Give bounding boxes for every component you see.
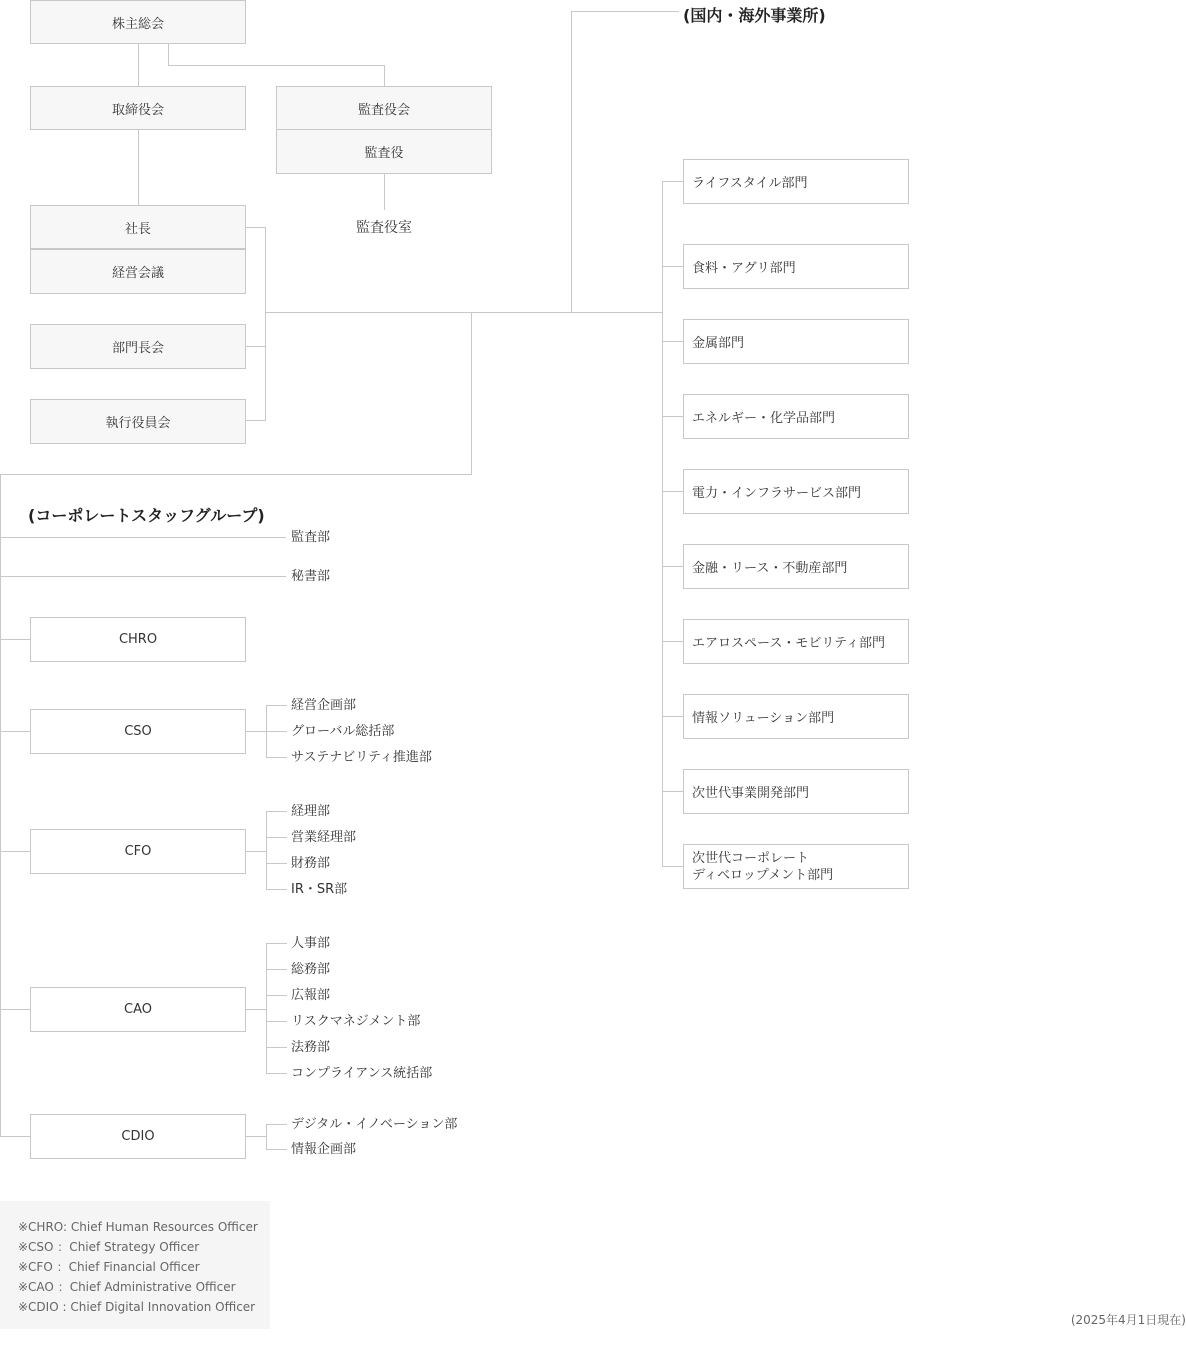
dept-label: 経営企画部 — [291, 698, 357, 713]
division-box — [683, 694, 909, 739]
division-label: 電力・インフラサービス部門 — [692, 486, 862, 501]
auditor-office-label: 監査役室 — [356, 220, 412, 236]
executive-officers-box — [30, 399, 246, 444]
division-label: 金融・リース・不動産部門 — [692, 561, 848, 576]
board-box — [30, 86, 246, 130]
as-of-date: (2025年4月1日現在) — [1070, 1313, 1186, 1327]
division-box — [683, 244, 909, 289]
officer-box-chro — [30, 617, 246, 662]
note-line: ※CAO ：Chief Administrative Officer — [18, 1280, 236, 1294]
division-label: ライフスタイル部門 — [692, 176, 808, 191]
audit-dept-label: 監査部 — [291, 530, 331, 545]
dept-label: 営業経理部 — [291, 830, 357, 845]
officer-box-cdio — [30, 1114, 246, 1159]
auditor-label: 監査役 — [364, 146, 404, 161]
note-line: ※CSO ：Chief Strategy Officer — [18, 1240, 200, 1254]
secretariat-label: 秘書部 — [291, 569, 331, 584]
division-label-line2: ディベロップメント部門 — [692, 867, 834, 883]
division-box — [683, 844, 909, 889]
officer-label: CAO — [124, 1002, 152, 1017]
staff-heading: (コーポレートスタッフグループ) — [28, 506, 265, 525]
president-label: 社長 — [124, 221, 151, 237]
dept-label: コンプライアンス統括部 — [291, 1066, 433, 1081]
dept-label: 法務部 — [291, 1040, 331, 1055]
dept-label: 情報企画部 — [291, 1142, 357, 1157]
division-label: エネルギー・化学品部門 — [692, 411, 836, 426]
division-box — [683, 159, 909, 204]
division-box — [683, 319, 909, 364]
dept-label: 総務部 — [291, 962, 331, 977]
division-box — [683, 394, 909, 439]
officer-label: CDIO — [121, 1129, 155, 1144]
division-label: 次世代コーポレート — [692, 850, 810, 866]
officer-label: CHRO — [118, 632, 158, 647]
division-box — [683, 544, 909, 589]
abbreviation-notes — [0, 1201, 270, 1329]
shareholders-label: 株主総会 — [111, 16, 164, 32]
audit-board-box — [276, 86, 492, 130]
officer-box-cso — [30, 709, 246, 754]
management-council-box — [30, 249, 246, 294]
dept-label: 財務部 — [291, 856, 331, 871]
dept-label: グローバル総括部 — [291, 724, 395, 739]
division-label: 金属部門 — [692, 336, 745, 351]
auditor-box — [276, 130, 492, 174]
dept-label: 広報部 — [291, 988, 331, 1003]
officer-label: CSO — [124, 724, 152, 739]
shareholders-box — [30, 0, 246, 44]
division-label: エアロスペース・モビリティ部門 — [692, 636, 886, 651]
president-box — [30, 205, 246, 249]
division-label: 食料・アグリ部門 — [692, 261, 796, 276]
audit-board-label: 監査役会 — [357, 102, 410, 118]
division-label: 情報ソリューション部門 — [692, 711, 835, 726]
dept-label: 経理部 — [291, 804, 331, 819]
division-label: 次世代事業開発部門 — [692, 786, 810, 801]
division-heads-label: 部門長会 — [111, 341, 164, 356]
president-divider — [30, 249, 246, 250]
officer-box-cfo — [30, 829, 246, 874]
division-box — [683, 769, 909, 814]
offices-heading: (国内・海外事業所) — [683, 6, 826, 25]
division-heads-box — [30, 324, 246, 369]
note-line: ※CHRO: Chief Human Resources Officer — [18, 1220, 258, 1234]
division-box — [683, 619, 909, 664]
dept-label: IR・SR部 — [291, 882, 348, 897]
dept-label: デジタル・イノベーション部 — [291, 1117, 458, 1132]
board-label: 取締役会 — [111, 102, 164, 118]
dept-label: 人事部 — [291, 936, 331, 951]
division-box — [683, 469, 909, 514]
dept-label: リスクマネジメント部 — [291, 1014, 421, 1029]
officer-label: CFO — [124, 844, 152, 859]
officer-box-cao — [30, 987, 246, 1032]
dept-label: サステナビリティ推進部 — [291, 750, 432, 765]
executive-officers-label: 執行役員会 — [105, 416, 171, 431]
note-line: ※CDIO : Chief Digital Innovation Officer — [18, 1300, 256, 1314]
management-council-label: 経営会議 — [111, 265, 164, 281]
note-line: ※CFO ：Chief Financial Officer — [18, 1260, 200, 1274]
